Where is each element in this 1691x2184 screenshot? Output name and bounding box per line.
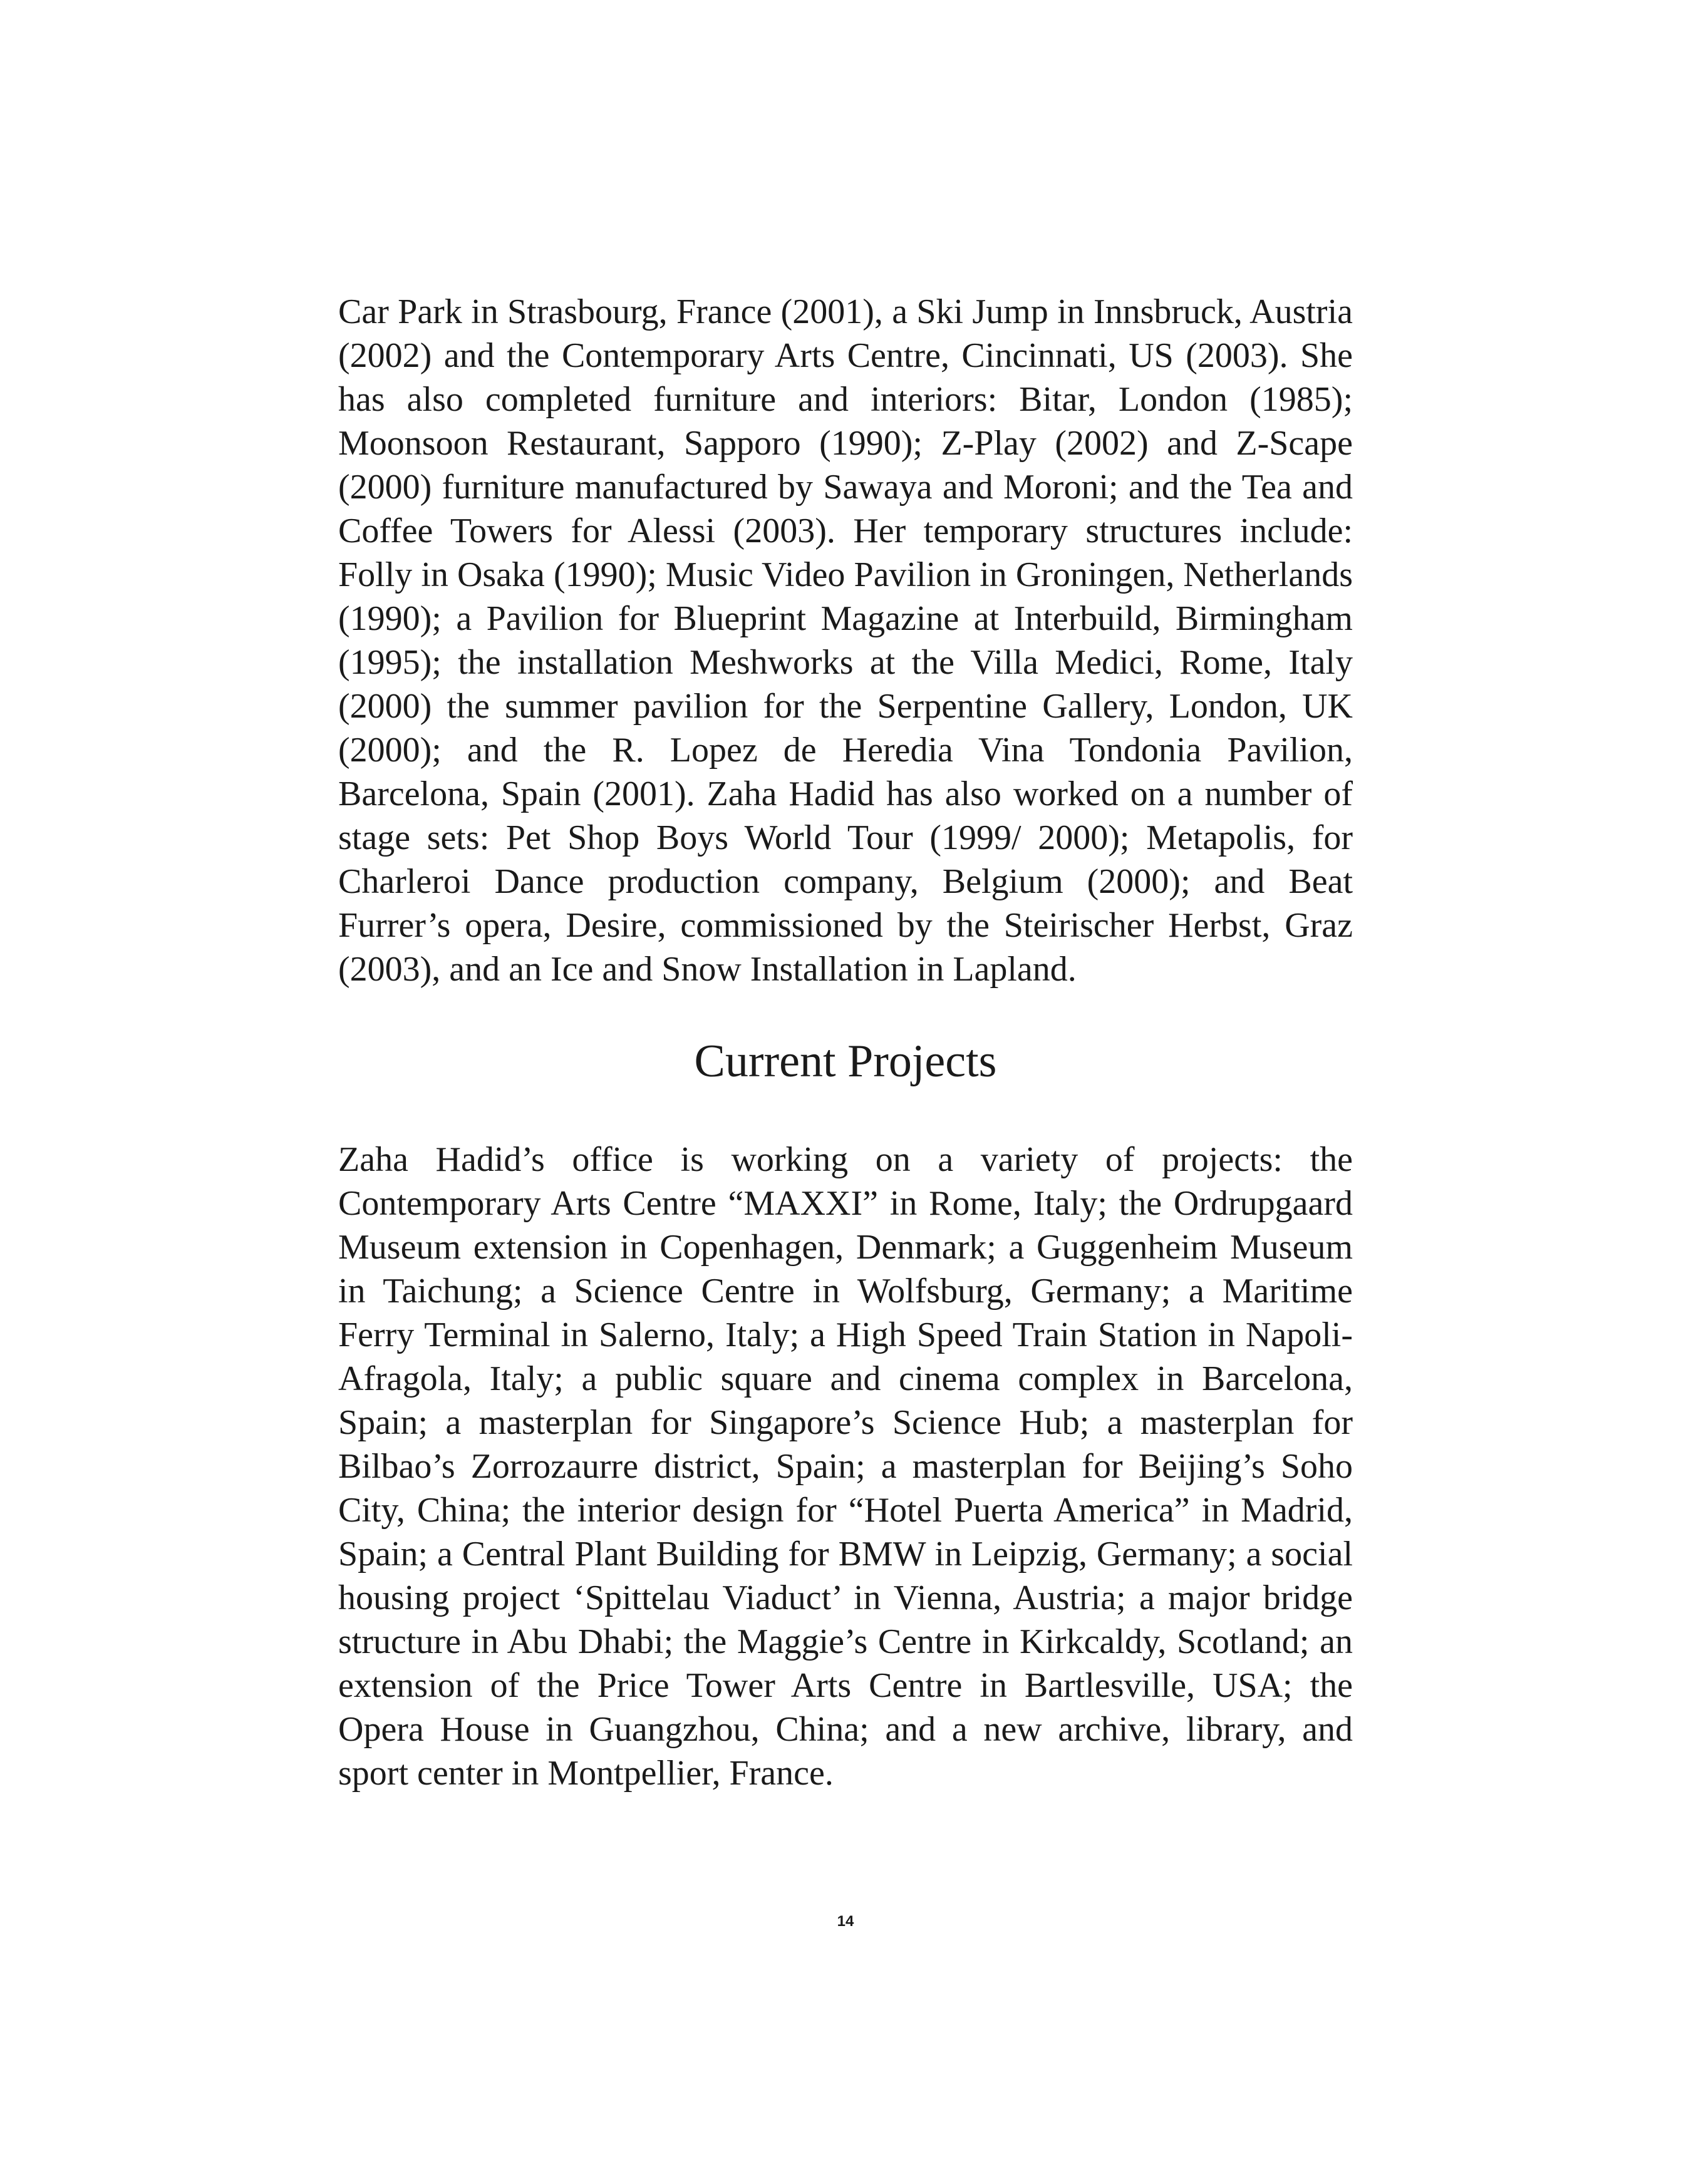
section-heading-current-projects: Current Projects [694, 1036, 997, 1087]
page-number: 14 [837, 1913, 854, 1930]
body-paragraph-current-projects: Zaha Hadid’s office is working on a variety of projects: the Contemporary Arts Centre “MAXXI” in Rome, Italy; the Ordrupgaard Museum extension in Copenhagen, Denmark; a Guggenheim Museum in Taichung; a Science Centre in Wolfsburg, Germany; a Maritime Ferry Terminal in Salerno, Italy; a High Speed Train Station in Napoli-Afragola, Italy; a public square and cinema complex in Barcelona, Spain; a masterplan for Singapore’s Science Hub; a masterplan for Bilbao’s Zorrozaurre district, Spain; a masterplan for Beijing’s Soho City, China; the interior design for “Hotel Puerta America” in Madrid, Spain; a Central Plant Building for BMW in Leipzig, Germany; a social housing project ‘Spittelau Viaduct’ in Vienna, Austria; a major bridge structure in Abu Dhabi; the Maggie’s Centre in Kirkcaldy, Scotland; an extension of the Price Tower Arts Centre in Bartlesville, USA; the Opera House in Guangzhou, China; and a new archive, library, and sport center in Montpellier, France. [338, 1140, 1353, 1793]
body-paragraph-previous-works: Car Park in Strasbourg, France (2001), a Ski Jump in Innsbruck, Austria (2002) and the Contemporary Arts Centre, Cincinnati, US (2003). She has also completed furniture and interiors: Bitar, London (1985); Moonsoon Restaurant, Sapporo (1990); Z-Play (2002) and Z-Scape (2000) furniture manufactured by Sawaya and Moroni; and the Tea and Coffee Towers for Alessi (2003). Her temporary structures include: Folly in Osaka (1990); Music Video Pavilion in Groningen, Netherlands (1990); a Pavilion for Blueprint Magazine at Interbuild, Birmingham (1995); the installation Meshworks at the Villa Medici, Rome, Italy (2000) the summer pavilion for the Serpentine Gallery, London, UK (2000); and the R. Lopez de Heredia Vina Tondonia Pavilion, Barcelona, Spain (2001). Zaha Hadid has also worked on a number of stage sets: Pet Shop Boys World Tour (1999/ 2000); Metapolis, for Charleroi Dance production company, Belgium (2000); and Beat Furrer’s opera, Desire, commissioned by the Steirischer Herbst, Graz (2003), and an Ice and Snow Installation in Lapland. [338, 292, 1353, 989]
